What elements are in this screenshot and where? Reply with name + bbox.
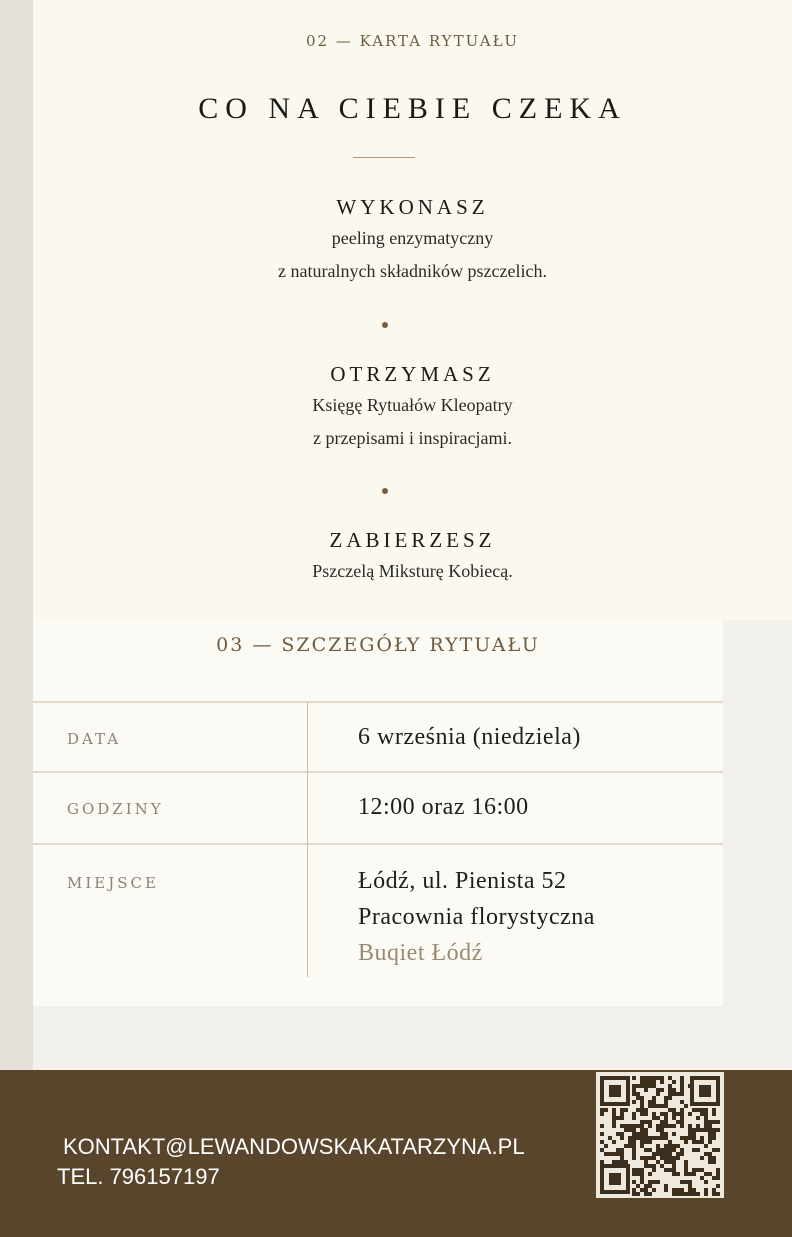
- table-divider: [33, 771, 723, 773]
- details-card: [33, 620, 723, 1006]
- ritual-item-wykonasz: [33, 195, 792, 288]
- bullet-separator: [382, 488, 388, 494]
- row-value-hours: 12:00 oraz 16:00: [358, 794, 529, 820]
- ritual-item-heading: OTRZYMASZ: [330, 362, 495, 386]
- ritual-item-line: z naturalnych składników pszczelich.: [278, 261, 547, 281]
- contact-footer: [0, 1070, 792, 1237]
- title-divider: [353, 157, 415, 158]
- bullet-separator: [382, 322, 388, 328]
- ritual-item-otrzymasz: [33, 362, 792, 455]
- table-column-divider: [307, 702, 308, 977]
- row-label-hours: GODZINY: [67, 800, 164, 818]
- row-value-place-name: Buqiet Łódź: [358, 940, 483, 966]
- contact-email-link[interactable]: KONTAKT@LEWANDOWSKAKATARZYNA.PL: [63, 1134, 525, 1159]
- section-label-ritual-card: 02 — KARTA RYTUAŁU: [305, 32, 520, 50]
- ritual-card: [33, 0, 792, 620]
- ritual-item-heading: WYKONASZ: [336, 195, 489, 219]
- ritual-item-line: Pszczelą Miksturę Kobiecą.: [312, 561, 513, 581]
- ritual-item-line: peeling enzymatyczny: [331, 228, 494, 248]
- ritual-item-zabierzesz: [33, 528, 792, 588]
- row-label-place: MIEJSCE: [67, 874, 159, 892]
- ritual-item-heading: ZABIERZESZ: [329, 528, 496, 552]
- row-label-date: DATA: [67, 730, 122, 748]
- row-value-place-address: Łódź, ul. Pienista 52: [358, 868, 567, 894]
- left-border-strip: [0, 0, 33, 1070]
- table-divider: [33, 843, 723, 845]
- page-title: CO NA CIEBIE CZEKA: [198, 92, 627, 125]
- row-value-place-venue: Pracownia florystyczna: [358, 904, 595, 930]
- ritual-item-line: Księgę Rytuałów Kleopatry: [312, 395, 513, 415]
- contact-phone[interactable]: TEL. 796157197: [57, 1164, 220, 1189]
- section-label-details: 03 — SZCZEGÓŁY RYTUAŁU: [216, 634, 540, 656]
- row-value-date: 6 września (niedziela): [358, 724, 581, 750]
- ritual-item-line: z przepisami i inspiracjami.: [313, 428, 512, 448]
- table-divider: [33, 701, 723, 703]
- qr-code-icon: [596, 1072, 724, 1198]
